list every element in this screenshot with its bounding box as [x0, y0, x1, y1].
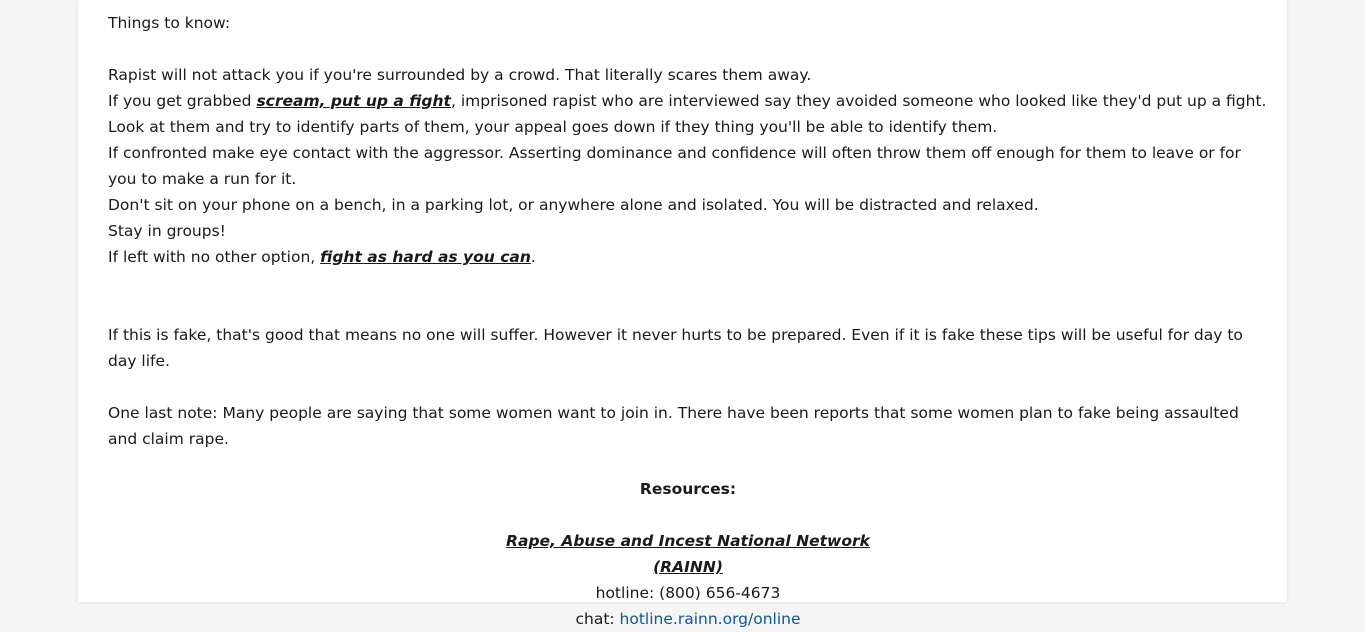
tip-groups: Stay in groups! [108, 222, 226, 240]
tip-fight [108, 244, 1268, 270]
tip-phone: Don't sit on your phone on a bench, in a parking lot, or anywhere alone and isolated. You will be distracted and relaxed. [108, 196, 1039, 214]
resources-heading: Resources: [639, 480, 737, 498]
tip-eye-contact: If confronted make eye contact with the aggressor. Asserting dominance and confidence will often throw them off enough for them to leave or for you to make a run for it. [108, 144, 1241, 188]
fake-note: If this is fake, that's good that means no one will suffer. However it never hurts to be prepared. Even if it is fake these tips will be useful for day to day life. [108, 326, 1243, 370]
chat-line [108, 606, 1268, 632]
post-body [108, 10, 1268, 632]
tip-grabbed-emphasis: scream, put up a fight [256, 92, 451, 110]
chat-link[interactable]: hotline.rainn.org/online [619, 610, 801, 628]
tip-grabbed-after: , imprisoned rapist who are interviewed say they avoided someone who looked like they'd put up a fight. Look at them and try to identify parts of them, your appeal goes down if they thing you'll be able to identify them. [108, 92, 1267, 136]
tip-fight-emphasis: fight as hard as you can [320, 248, 531, 266]
hotline-number: (800) 656-4673 [659, 584, 781, 602]
tip-fight-after: . [530, 248, 536, 266]
hotline-label: hotline: [595, 584, 660, 602]
hotline-line [108, 580, 1268, 606]
post-card [78, 0, 1287, 628]
last-note: One last note: Many people are saying that some women want to join in. There have been reports that some women plan to fake being assaulted and claim rape. [108, 404, 1239, 448]
resources-section [108, 476, 1268, 632]
intro-text: Things to know: [108, 14, 231, 32]
tip-grabbed [108, 88, 1268, 140]
tip-fight-before: If left with no other option, [108, 248, 321, 266]
org-name-line1: Rape, Abuse and Incest National Network [506, 532, 870, 550]
chat-label: chat: [575, 610, 620, 628]
tip-crowd: Rapist will not attack you if you're surrounded by a crowd. That literally scares them away. [108, 66, 812, 84]
org-name-line2: (RAINN) [653, 558, 723, 576]
tip-grabbed-before: If you get grabbed [108, 92, 257, 110]
